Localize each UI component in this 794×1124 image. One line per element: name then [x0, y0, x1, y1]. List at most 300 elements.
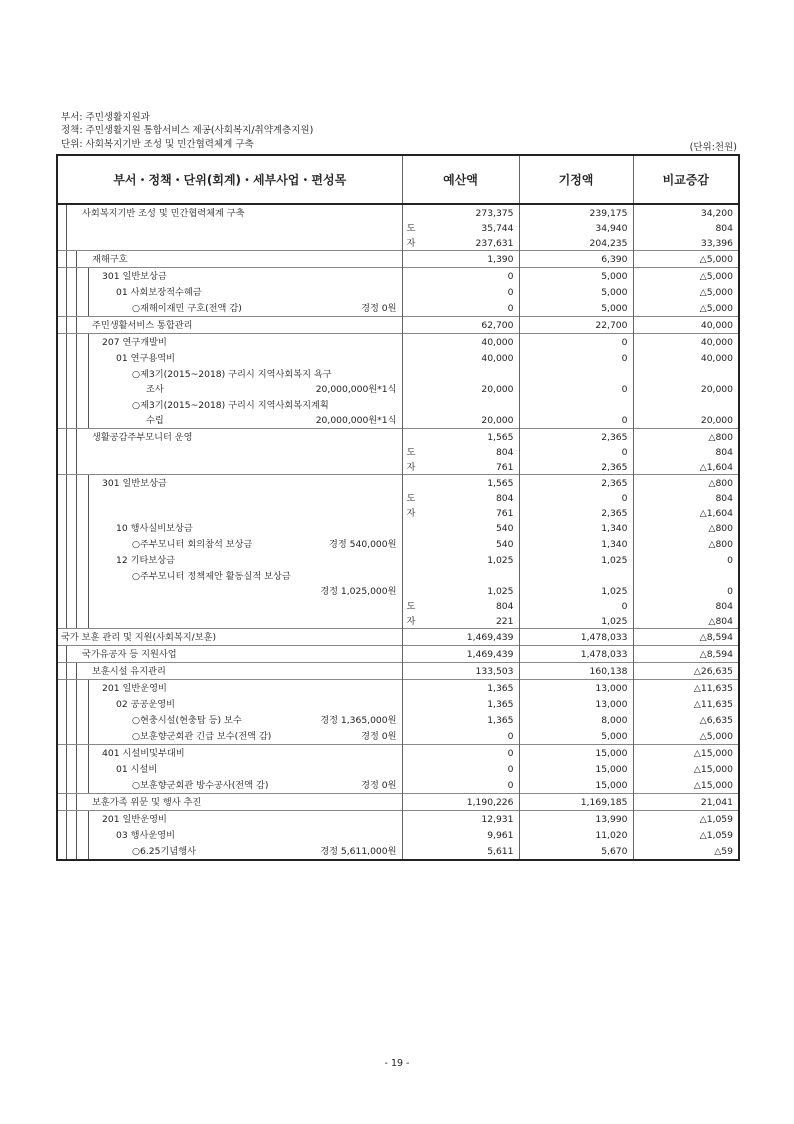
fund-source — [407, 699, 419, 709]
amount: 0 — [621, 601, 628, 612]
row-note: 경정 0원 — [361, 303, 397, 314]
diff-cell — [633, 397, 739, 429]
prior-cell — [519, 284, 633, 300]
row-label-cell — [57, 646, 402, 663]
fund-source: 자 — [406, 462, 416, 473]
row-label-cell — [57, 728, 402, 745]
prior-cell — [519, 204, 633, 251]
amount: △5,000 — [699, 287, 733, 298]
prior-cell — [519, 334, 633, 351]
diff-cell — [633, 794, 739, 811]
budget-cell — [402, 350, 519, 366]
diff-cell — [633, 268, 739, 285]
amount: 40,000 — [700, 337, 733, 348]
amount: △8,594 — [699, 649, 733, 660]
budget-cell — [402, 843, 519, 860]
amount: 13,990 — [595, 814, 628, 825]
fund-source: 도 — [406, 601, 416, 612]
table-row — [57, 696, 739, 712]
amount: 804 — [495, 447, 514, 458]
row-label-cell — [57, 811, 402, 828]
diff-cell — [633, 761, 739, 777]
row-label-cell — [57, 251, 402, 268]
prior-cell — [519, 761, 633, 777]
row-label-cell — [57, 204, 402, 251]
amount: 40,000 — [481, 337, 514, 348]
diff-cell — [633, 646, 739, 663]
amount: 273,375 — [475, 208, 514, 219]
table-row — [57, 843, 739, 860]
row-note: 경정 5,611,000원 — [320, 846, 397, 857]
table-row — [57, 317, 739, 334]
row-label: 재해구호 — [92, 254, 128, 265]
amount: △1,604 — [699, 462, 733, 473]
amount: 804 — [495, 601, 514, 612]
budget-cell — [402, 429, 519, 475]
diff-cell — [633, 745, 739, 762]
budget-cell — [402, 728, 519, 745]
fund-source: 도 — [406, 447, 416, 458]
amount: △5,000 — [699, 254, 733, 265]
prior-cell — [519, 843, 633, 860]
fund-source — [407, 539, 419, 549]
amount: △59 — [714, 846, 733, 857]
table-row — [57, 552, 739, 568]
table-row — [57, 777, 739, 794]
amount: 33,396 — [700, 238, 733, 249]
amount: 1,365 — [487, 683, 514, 694]
row-label: 생활공감주부모니터 운영 — [92, 432, 193, 443]
diff-cell — [633, 712, 739, 728]
amount: 221 — [495, 616, 514, 627]
prior-cell — [519, 811, 633, 828]
col-diff-header: 비교증감 — [633, 155, 739, 204]
diff-cell — [633, 536, 739, 552]
budget-cell — [402, 317, 519, 334]
row-note: 경정 1,365,000원 — [320, 715, 397, 726]
row-label: 201 일반운영비 — [102, 814, 167, 825]
prior-cell — [519, 552, 633, 568]
amount: 5,000 — [601, 731, 628, 742]
amount: 804 — [715, 601, 733, 612]
prior-cell — [519, 646, 633, 663]
page-number: - 19 - — [384, 1058, 410, 1069]
fund-source — [407, 384, 419, 394]
row-label-cell — [57, 317, 402, 334]
amount: 237,631 — [475, 238, 514, 249]
amount: 1,025 — [601, 586, 628, 597]
amount: 1,340 — [601, 539, 628, 550]
amount: △5,000 — [699, 271, 733, 282]
amount: 20,000 — [481, 415, 514, 426]
diff-cell — [633, 300, 739, 317]
table-row — [57, 204, 739, 251]
amount: 2,365 — [601, 478, 628, 489]
diff-cell — [633, 317, 739, 334]
row-label-cell — [57, 777, 402, 794]
table-row — [57, 712, 739, 728]
row-label: 201 일반운영비 — [102, 683, 167, 694]
diff-cell — [633, 629, 739, 646]
row-label: 01 시설비 — [116, 764, 158, 775]
table-row — [57, 520, 739, 536]
row-label: 국가 보훈 관리 및 지원(사회복지/보훈) — [61, 632, 217, 643]
budget-cell — [402, 268, 519, 285]
row-label: ○주부모니터 회의참석 보상금 — [132, 539, 253, 550]
row-note: 20,000,000원*1식 — [315, 384, 397, 395]
amount: 22,700 — [595, 320, 628, 331]
col-budget-header: 예산액 — [402, 155, 519, 204]
amount — [419, 571, 514, 581]
amount: 0 — [621, 493, 628, 504]
prior-cell — [519, 366, 633, 397]
prior-cell — [519, 317, 633, 334]
amount: 9,961 — [487, 830, 514, 841]
budget-cell — [402, 680, 519, 697]
row-label-cell — [57, 680, 402, 697]
fund-source — [407, 666, 419, 676]
diff-cell — [633, 680, 739, 697]
prior-cell — [519, 300, 633, 317]
amount: 239,175 — [589, 208, 628, 219]
table-row — [57, 728, 739, 745]
amount: 0 — [507, 748, 514, 759]
table-row — [57, 536, 739, 552]
diff-cell — [633, 350, 739, 366]
amount: 0 — [621, 353, 628, 364]
amount: 0 — [621, 337, 628, 348]
amount: △800 — [708, 539, 733, 550]
row-label-cell — [57, 827, 402, 843]
amount: 12,931 — [481, 814, 514, 825]
fund-source: 자 — [406, 238, 416, 249]
row-label-cell — [57, 536, 402, 552]
prior-cell — [519, 712, 633, 728]
amount: △800 — [708, 478, 733, 489]
row-label: 01 연구용역비 — [116, 353, 175, 364]
budget-cell — [402, 300, 519, 317]
amount: 804 — [715, 493, 733, 504]
amount — [524, 369, 628, 379]
row-label-cell — [57, 397, 402, 429]
fund-source — [407, 415, 419, 425]
row-label: 02 공공운영비 — [116, 699, 175, 710]
budget-cell — [402, 712, 519, 728]
budget-cell — [402, 568, 519, 629]
amount: 1,169,185 — [580, 797, 628, 808]
amount: △8,594 — [699, 632, 733, 643]
table-row — [57, 429, 739, 475]
prior-cell — [519, 251, 633, 268]
amount: △26,635 — [693, 666, 733, 677]
row-label: 301 일반보상금 — [102, 271, 167, 282]
amount: 204,235 — [589, 238, 628, 249]
amount: 20,000 — [481, 384, 514, 395]
row-label: 보훈시설 유지관리 — [92, 666, 166, 677]
row-label-cell — [57, 552, 402, 568]
diff-cell — [633, 366, 739, 397]
table-row — [57, 827, 739, 843]
amount: △5,000 — [699, 303, 733, 314]
amount: △804 — [708, 616, 733, 627]
prior-cell — [519, 794, 633, 811]
prior-cell — [519, 745, 633, 762]
amount — [419, 369, 514, 379]
table-row — [57, 350, 739, 366]
table-row — [57, 646, 739, 663]
fund-source — [407, 369, 419, 379]
fund-source — [407, 830, 419, 840]
budget-cell — [402, 536, 519, 552]
row-label: ○6.25기념행사 — [132, 846, 196, 857]
amount: 0 — [727, 555, 733, 566]
row-label: ○재해이재민 구호(전액 감) — [132, 303, 242, 314]
diff-cell — [633, 204, 739, 251]
fund-source — [407, 586, 419, 596]
amount: 40,000 — [700, 320, 733, 331]
budget-cell — [402, 334, 519, 351]
table-row — [57, 663, 739, 680]
row-label-cell — [57, 268, 402, 285]
amount: 804 — [495, 493, 514, 504]
row-label-cell — [57, 429, 402, 475]
amount — [524, 571, 628, 581]
fund-source — [407, 303, 419, 313]
budget-cell — [402, 520, 519, 536]
table-row — [57, 568, 739, 629]
amount: △1,604 — [699, 508, 733, 519]
budget-table — [56, 154, 740, 861]
fund-source — [407, 780, 419, 790]
dept-line: 부서: 주민생활지원과 — [61, 112, 150, 123]
amount: △6,635 — [699, 715, 733, 726]
amount: 0 — [621, 384, 628, 395]
amount: 5,670 — [601, 846, 628, 857]
budget-cell — [402, 745, 519, 762]
row-label: 03 행사운영비 — [116, 830, 175, 841]
row-label: ○제3기(2015~2018) 구리시 지역사회복지 욕구 — [132, 369, 332, 380]
amount: 540 — [495, 539, 514, 550]
amount: 761 — [495, 508, 514, 519]
row-label: 12 기타보상금 — [116, 555, 175, 566]
diff-cell — [633, 552, 739, 568]
amount: △800 — [708, 523, 733, 534]
table-row — [57, 251, 739, 268]
budget-cell — [402, 251, 519, 268]
budget-cell — [402, 284, 519, 300]
table-row — [57, 680, 739, 697]
row-label-cell — [57, 712, 402, 728]
diff-cell — [633, 663, 739, 680]
fund-source — [407, 208, 419, 218]
fund-source: 도 — [406, 493, 416, 504]
fund-source — [407, 400, 419, 410]
budget-cell — [402, 761, 519, 777]
amount: 34,940 — [595, 223, 628, 234]
budget-cell — [402, 827, 519, 843]
prior-cell — [519, 629, 633, 646]
row-label-cell — [57, 475, 402, 521]
row-note: 경정 0원 — [361, 731, 397, 742]
prior-cell — [519, 777, 633, 794]
fund-source — [407, 353, 419, 363]
amount: 0 — [507, 303, 514, 314]
row-label: ○주부모니터 정책제안 활동실적 보상금 — [132, 571, 291, 582]
row-label: ○보훈향군회관 방수공사(전액 감) — [132, 780, 269, 791]
amount: 5,611 — [487, 846, 514, 857]
row-label-cell — [57, 761, 402, 777]
fund-source — [407, 764, 419, 774]
amount: 11,020 — [595, 830, 628, 841]
amount: 1,469,439 — [466, 632, 514, 643]
table-row — [57, 268, 739, 285]
unit-line: 단위: 사회복지기반 조성 및 민간협력체계 구축 — [61, 139, 254, 150]
row-label: ○보훈향군회관 긴급 보수(전액 감) — [132, 731, 272, 742]
amount: 0 — [507, 271, 514, 282]
amount — [419, 400, 514, 410]
budget-cell — [402, 794, 519, 811]
table-row — [57, 761, 739, 777]
amount: 2,365 — [601, 508, 628, 519]
fund-source: 자 — [406, 616, 416, 627]
diff-cell — [633, 777, 739, 794]
row-label-cell — [57, 745, 402, 762]
diff-cell — [633, 827, 739, 843]
row-label-cell — [57, 663, 402, 680]
fund-source — [407, 523, 419, 533]
amount: 5,000 — [601, 271, 628, 282]
amount: 761 — [495, 462, 514, 473]
fund-source — [407, 846, 419, 856]
prior-cell — [519, 429, 633, 475]
amount: 1,025 — [601, 555, 628, 566]
amount: 804 — [715, 447, 733, 458]
table-row — [57, 629, 739, 646]
fund-source — [407, 731, 419, 741]
table-header — [57, 155, 739, 204]
amount: 804 — [715, 223, 733, 234]
row-label-cont: 조사 — [146, 384, 164, 395]
row-label-cell — [57, 300, 402, 317]
budget-cell — [402, 397, 519, 429]
table-row — [57, 794, 739, 811]
row-label-cell — [57, 520, 402, 536]
row-label: 10 행사실비보상금 — [116, 523, 193, 534]
table-row — [57, 300, 739, 317]
prior-cell — [519, 827, 633, 843]
budget-cell — [402, 646, 519, 663]
table-body — [57, 204, 739, 860]
budget-cell — [402, 366, 519, 397]
fund-source: 자 — [406, 508, 416, 519]
fund-source — [407, 287, 419, 297]
amount: △1,059 — [699, 830, 733, 841]
fund-source — [407, 683, 419, 693]
row-label-cell — [57, 366, 402, 397]
col-name-header: 부서・정책・단위(회계)・세부사업・편성목 — [57, 155, 402, 204]
amount: 1,565 — [487, 478, 514, 489]
amount: 1,478,033 — [580, 649, 628, 660]
row-label-cell — [57, 696, 402, 712]
unit-note: (단위:천원) — [689, 142, 737, 153]
row-label: 주민생활서비스 통합관리 — [92, 320, 193, 331]
amount: 1,390 — [487, 254, 514, 265]
fund-source — [407, 649, 419, 659]
diff-cell — [633, 520, 739, 536]
amount: △5,000 — [699, 731, 733, 742]
amount — [638, 400, 734, 410]
row-label: 01 사회보장적수혜금 — [116, 287, 202, 298]
amount: 1,478,033 — [580, 632, 628, 643]
amount: 1,469,439 — [466, 649, 514, 660]
amount: 15,000 — [595, 780, 628, 791]
fund-source — [407, 320, 419, 330]
fund-source — [407, 748, 419, 758]
amount: 20,000 — [700, 384, 733, 395]
diff-cell — [633, 568, 739, 629]
col-prior-header: 기정액 — [519, 155, 633, 204]
budget-cell — [402, 777, 519, 794]
prior-cell — [519, 397, 633, 429]
amount: 540 — [495, 523, 514, 534]
amount: 13,000 — [595, 683, 628, 694]
row-label-cell — [57, 794, 402, 811]
amount: 0 — [621, 415, 628, 426]
prior-cell — [519, 536, 633, 552]
amount — [524, 400, 628, 410]
table-row — [57, 745, 739, 762]
diff-cell — [633, 811, 739, 828]
row-label: 401 시설비및부대비 — [102, 748, 185, 759]
amount: △15,000 — [693, 764, 733, 775]
row-label-cell — [57, 334, 402, 351]
amount: △15,000 — [693, 780, 733, 791]
table-row — [57, 475, 739, 521]
amount: 2,365 — [601, 462, 628, 473]
prior-cell — [519, 350, 633, 366]
amount: 62,700 — [481, 320, 514, 331]
amount: 1,565 — [487, 432, 514, 443]
row-label-cell — [57, 843, 402, 860]
amount: 20,000 — [700, 415, 733, 426]
prior-cell — [519, 568, 633, 629]
prior-cell — [519, 680, 633, 697]
amount: 5,000 — [601, 303, 628, 314]
budget-cell — [402, 811, 519, 828]
amount: △800 — [708, 432, 733, 443]
row-label-cell — [57, 350, 402, 366]
amount: 15,000 — [595, 748, 628, 759]
fund-source — [407, 555, 419, 565]
row-note: 경정 1,025,000원 — [320, 586, 397, 597]
amount: 1,340 — [601, 523, 628, 534]
fund-source — [407, 478, 419, 488]
budget-cell — [402, 552, 519, 568]
budget-cell — [402, 475, 519, 521]
table-row — [57, 397, 739, 429]
row-label-cell — [57, 284, 402, 300]
fund-source — [407, 571, 419, 581]
amount: 8,000 — [601, 715, 628, 726]
prior-cell — [519, 268, 633, 285]
table-row — [57, 811, 739, 828]
prior-cell — [519, 696, 633, 712]
amount: △1,059 — [699, 814, 733, 825]
fund-source — [407, 254, 419, 264]
amount: 21,041 — [700, 797, 733, 808]
amount: 15,000 — [595, 764, 628, 775]
amount — [638, 571, 734, 581]
